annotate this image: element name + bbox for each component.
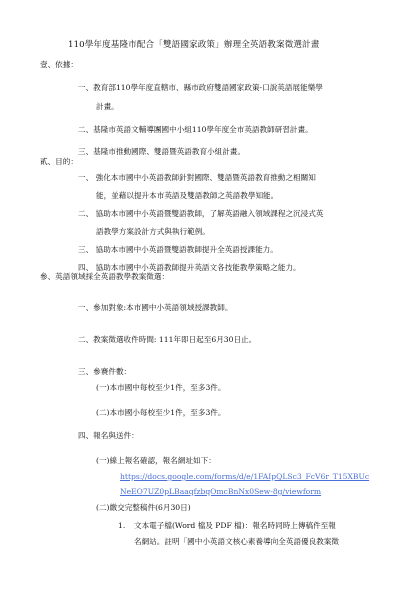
section-2-item-3: 三、 協助本市國中小英語暨雙語教師提升全英語授課能力。 xyxy=(78,245,278,254)
section-2-item-4: 四、 協助本市國中小英語教師提升英語文各技能教學策略之能力。 xyxy=(78,263,301,272)
section-2-item-1-cont: 能，並藉以提升本市英語及雙語教師之英語教學知能。 xyxy=(96,191,279,200)
section-3-sub-1: (一)本市國中每校至少1件，至多3件。 xyxy=(96,383,226,392)
section-1-item-2: 二、基隆市英語文輔導團國中小組110學年度全市英語教師研習計畫。 xyxy=(78,125,313,134)
section-3-sub-submission: (二)繳交完整稿件(6月30日) xyxy=(96,503,191,512)
section-2-item-2: 二、 協助本市國中小英語暨雙語教師，了解英語融入領域課程之沉浸式英 xyxy=(78,209,324,218)
registration-link-line-2[interactable]: NeEO7UZ0pLBaaqfzbqOmcBnNx0Sew-8g/viewform xyxy=(120,487,322,496)
document-title: 110學年度基隆市配合「雙語國家政策」辦理全英語教案徵選計畫 xyxy=(68,40,320,50)
section-1-item-1-cont: 計畫。 xyxy=(96,102,119,111)
section-2-heading: 貳、目的： xyxy=(40,157,78,166)
registration-link-line-1[interactable]: https://docs.google.com/forms/d/e/1FAIpQLSc3_FcV6r_T15XBUc xyxy=(120,472,370,481)
section-1-item-3: 三、基隆市推動國際、雙語暨英語教育小組計畫。 xyxy=(78,147,246,156)
submission-item-number: 1. xyxy=(118,521,126,530)
submission-item-1-cont: 名網站。註明「國中小英語文核心素養導向全英語優良教案徵 xyxy=(134,537,340,546)
section-3-item-2: 二、教案徵選收件時間: 111年即日起至6月30日止。 xyxy=(78,335,257,344)
section-3-sub-2: (二)本市國小每校至少1件，至多3件。 xyxy=(96,408,226,417)
section-3-item-4: 四、報名與送件： xyxy=(78,431,139,440)
section-3-item-1: 一、參加對象:本市國中小英語領域授課教師。 xyxy=(78,303,233,312)
section-3-item-3: 三、參賽件數： xyxy=(78,367,132,376)
section-1-item-1: 一、教育部110學年度直轄市、縣市政府雙語國家政策-口說英語展能樂學 xyxy=(78,83,323,92)
section-3-heading: 參、英語領域採全英語教學教案徵選： xyxy=(40,272,170,281)
submission-item-1: 文本電子檔(Word 檔及 PDF 檔)：報名時同時上傳稿件至報 xyxy=(134,521,336,530)
section-2-item-1: 一、 強化本市國中小英語教師針對國際、雙語暨英語教育推動之相關知 xyxy=(78,173,316,182)
section-3-sub-registration: (一)線上報名確認，報名網址如下： xyxy=(96,456,216,465)
section-2-item-2-cont: 語教學方案設計方式與執行範例。 xyxy=(96,227,210,236)
section-1-heading: 壹、依據： xyxy=(40,60,78,69)
